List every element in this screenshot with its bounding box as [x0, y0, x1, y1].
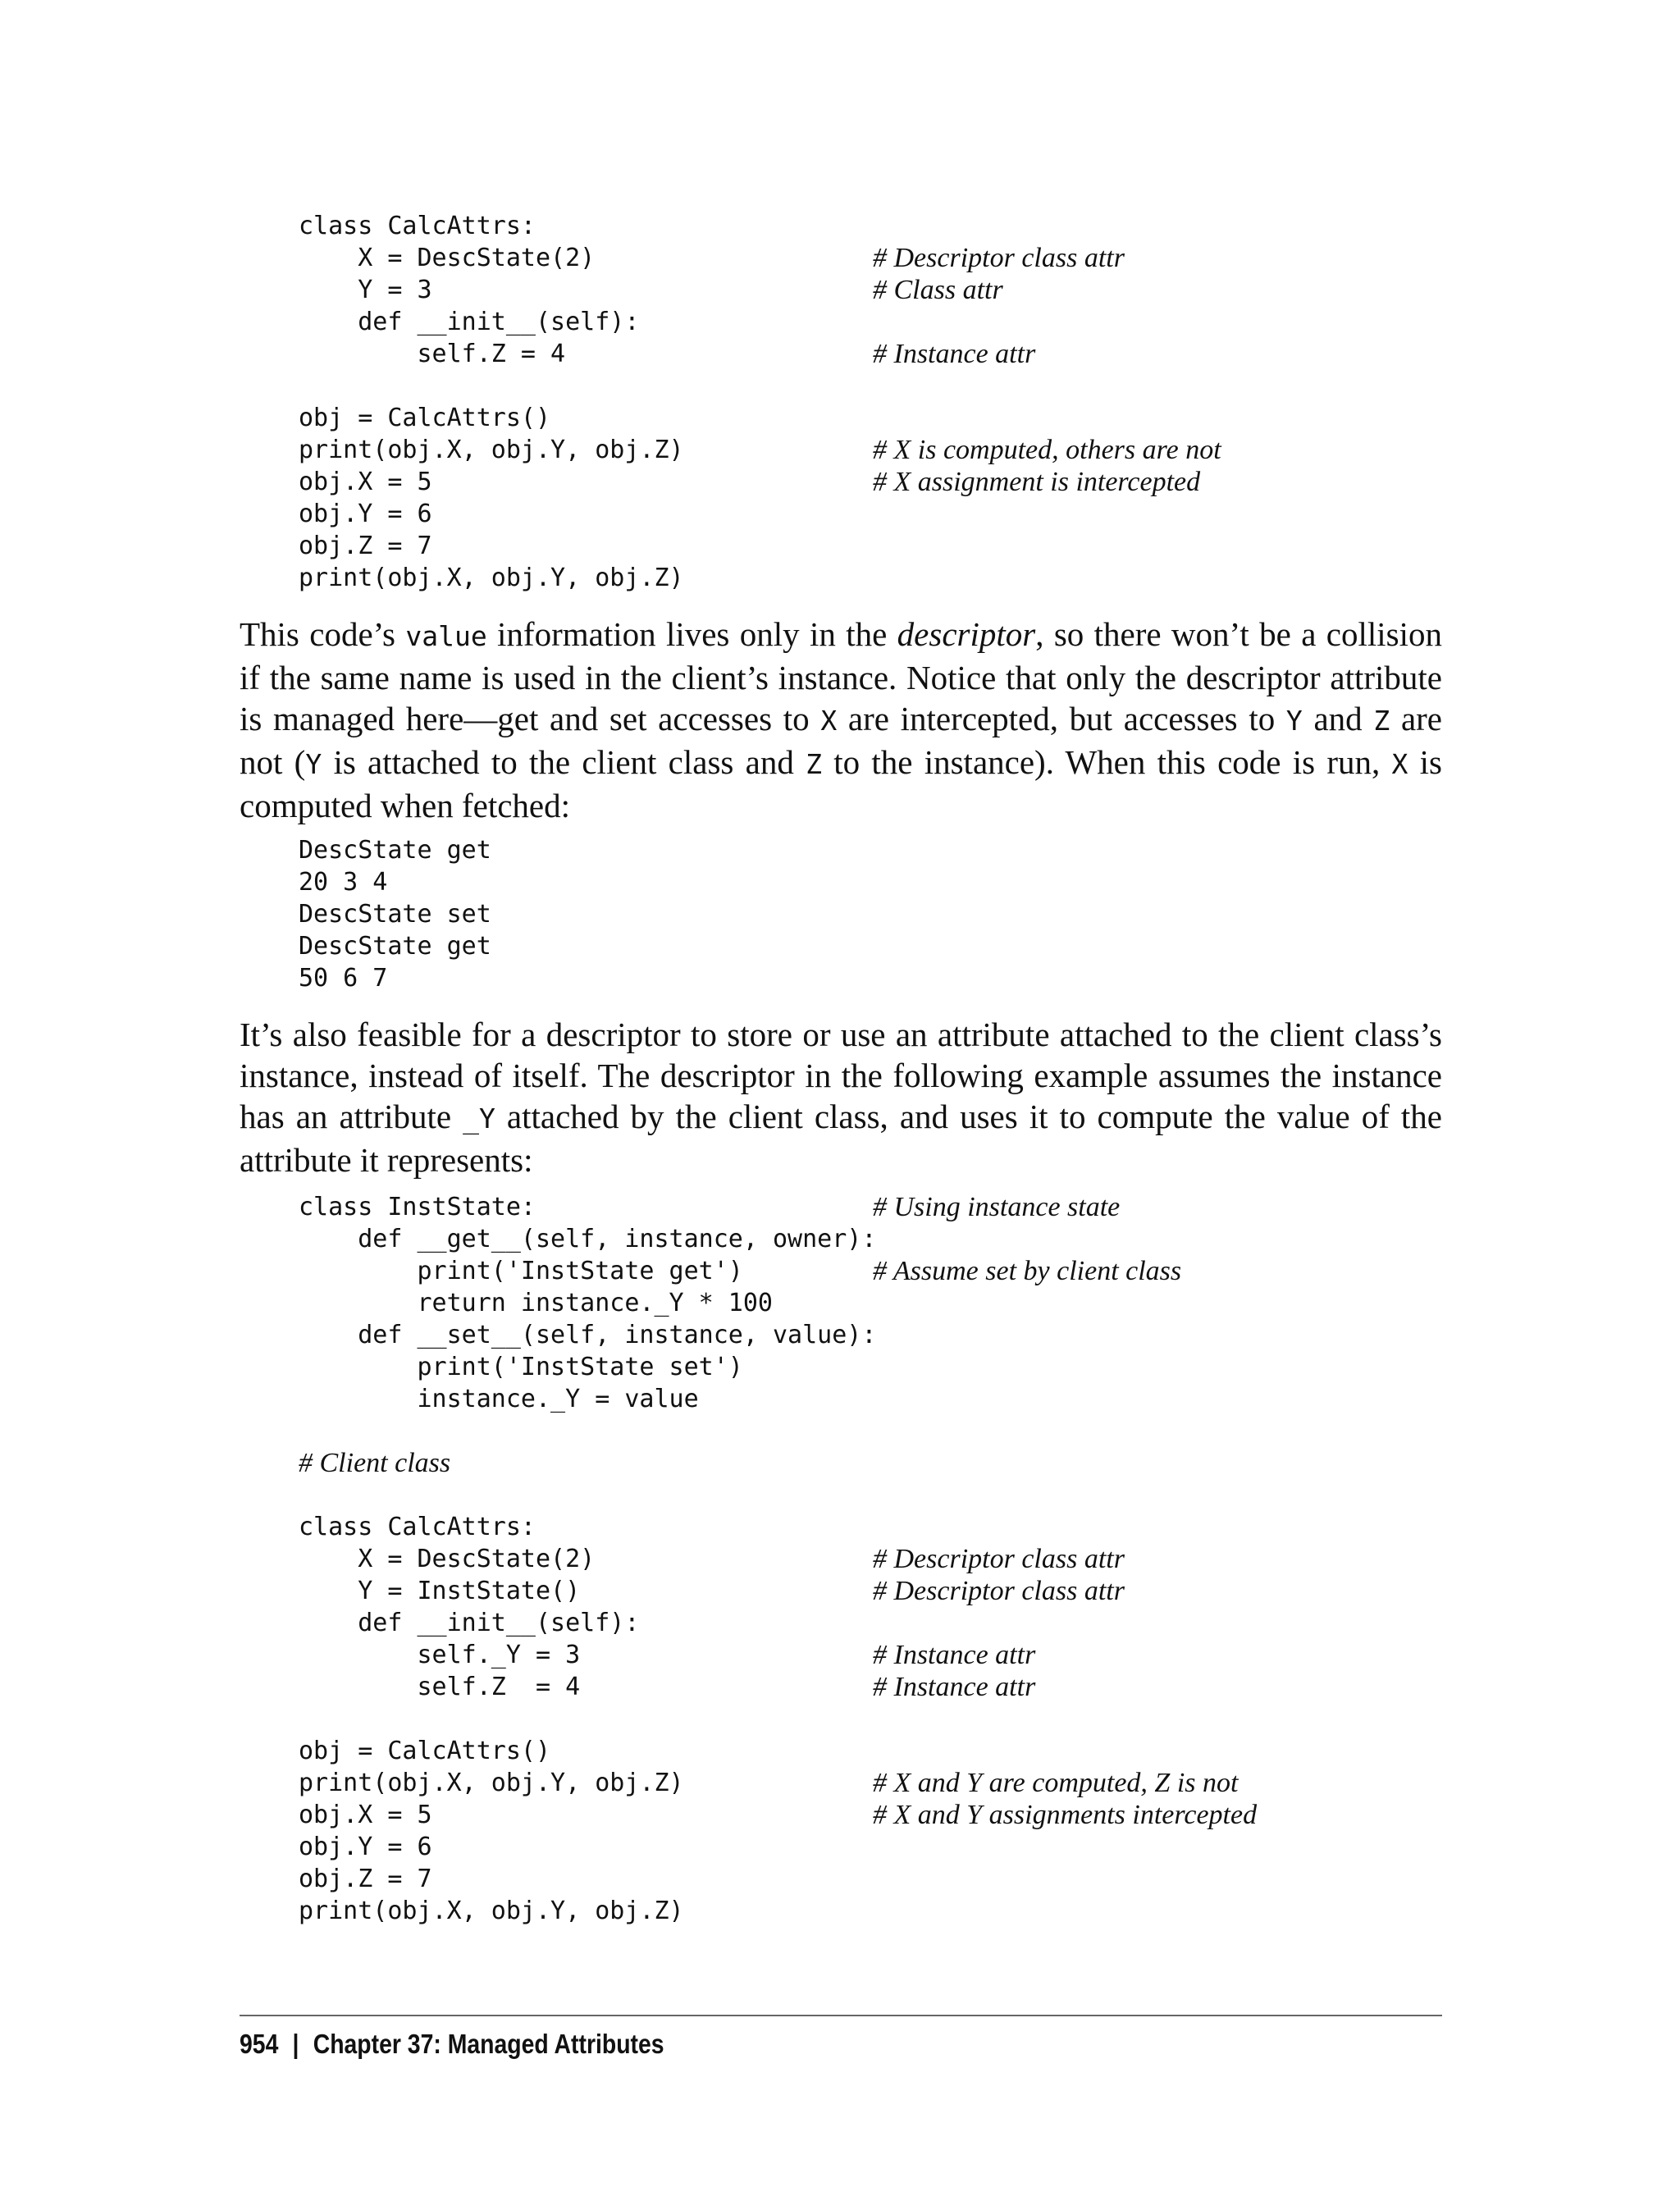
page-number: 954	[240, 2029, 279, 2059]
footer-rule	[240, 2015, 1442, 2016]
code-block-calcattrs-2: class CalcAttrs: X = DescState(2) Y = InstState() def __init__(self): self._Y = 3 self.Z = 4 obj = CalcAttrs() print(obj.X, obj.Y, obj.Z) obj.X = 5 obj.Y = 6 obj.Z = 7 print(obj.X, obj.Y, obj.Z)	[299, 1513, 684, 1925]
code-comment: # Instance attr	[873, 339, 1036, 369]
code-comment: # Descriptor class attr	[873, 1544, 1125, 1574]
code-comment: # X assignment is intercepted	[873, 467, 1201, 497]
code-comment: # X is computed, others are not	[873, 435, 1221, 465]
code-comment: # Instance attr	[873, 1672, 1036, 1702]
code-comment: # X and Y are computed, Z is not	[873, 1768, 1239, 1798]
chapter-title: Chapter 37: Managed Attributes	[313, 2029, 664, 2059]
code-block-inststate: class InstState: def __get__(self, instance, owner): print('InstState get') return instance._Y * 100 def __set__(self, instance, value): print('InstState set') instance._Y = value	[299, 1193, 877, 1413]
code-comment: # Descriptor class attr	[873, 243, 1125, 273]
page-footer	[240, 2028, 664, 2061]
code-output-block: DescState get 20 3 4 DescState set DescState get 50 6 7	[299, 836, 491, 993]
code-comment: # Descriptor class attr	[873, 1576, 1125, 1606]
code-comment: # Instance attr	[873, 1640, 1036, 1670]
code-comment: # Assume set by client class	[873, 1256, 1182, 1286]
body-paragraph-1: This code’s value information lives only in the descriptor, so there won’t be a collision if the same name is used in the client’s instance. Notice that only the descriptor attribute is managed here—get and set accesses to X are intercepted, but accesses to Y and Z are not (Y is attached to the client class and Z to the instance). When this code is run, X is computed when fetched:	[240, 615, 1442, 824]
code-comment: # X and Y assignments intercepted	[873, 1800, 1258, 1830]
client-class-comment: # Client class	[299, 1448, 451, 1478]
code-block-calcattrs-1: class CalcAttrs: X = DescState(2) Y = 3 def __init__(self): self.Z = 4 obj = CalcAttrs() print(obj.X, obj.Y, obj.Z) obj.X = 5 obj.Y = 6 obj.Z = 7 print(obj.X, obj.Y, obj.Z)	[299, 212, 684, 592]
code-comment: # Class attr	[873, 275, 1003, 305]
code-comment: # Using instance state	[873, 1192, 1121, 1222]
body-paragraph-2: It’s also feasible for a descriptor to store or use an attribute attached to the client class’s instance, instead of itself. The descriptor in the following example assumes the instance has an attribute _Y attached by the client class, and uses it to compute the value of the attribute it represents:	[240, 1016, 1442, 1179]
footer-separator: |	[292, 2029, 299, 2059]
